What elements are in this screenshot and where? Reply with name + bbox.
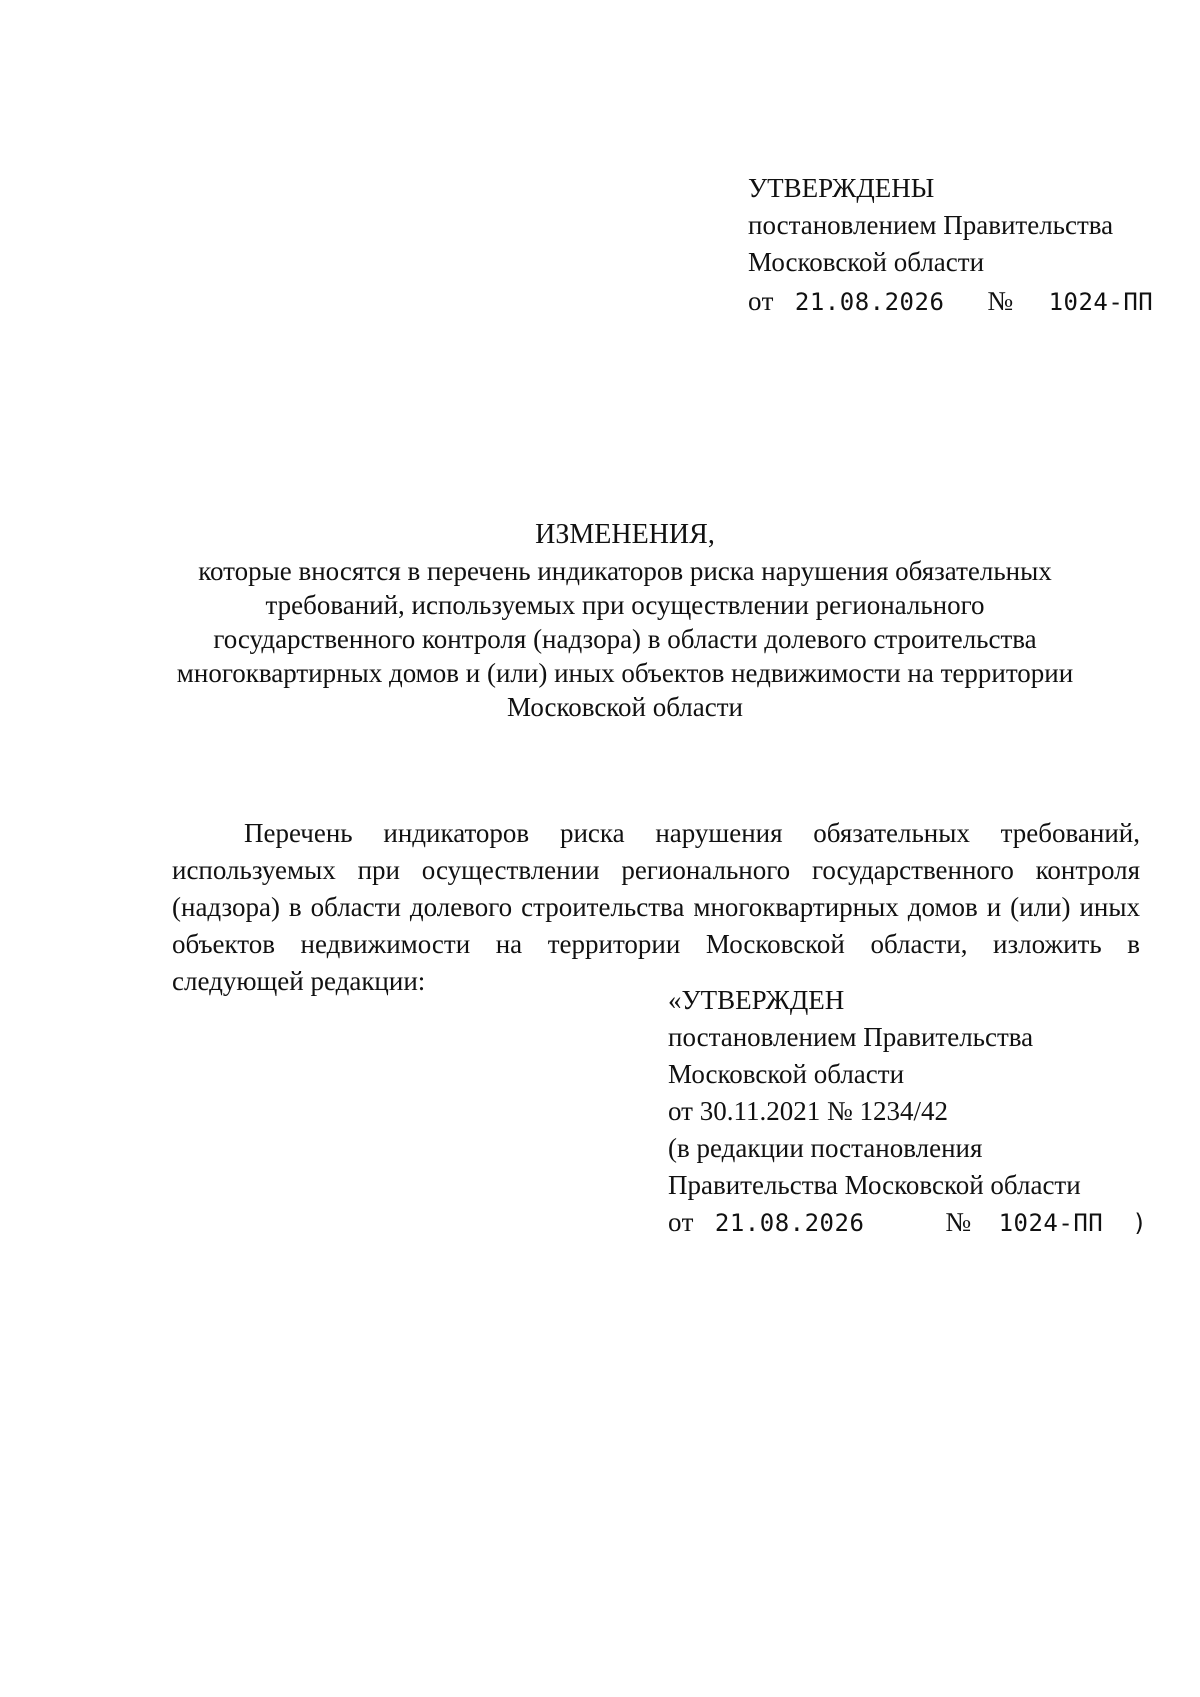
approval-stamp-inner [668, 982, 1148, 1242]
changes-subtitle-line-2: требований, используемых при осуществлении регионального [265, 590, 985, 620]
inner-approval-closing: ) [1132, 1209, 1148, 1237]
inner-approval-date-line [668, 1204, 1148, 1242]
inner-approval-date-prefix: от [668, 1207, 694, 1237]
approval-stamp-top [748, 170, 1168, 321]
approval-line-2: Московской области [748, 247, 985, 277]
changes-subtitle-line-1: которые вносятся в перечень индикаторов риска нарушения обязательных [198, 556, 1052, 586]
inner-approval-number-sign: № [945, 1207, 972, 1237]
changes-title: ИЗМЕНЕНИЯ, [535, 519, 715, 550]
approval-line-1: постановлением Правительства [748, 210, 1114, 240]
approval-number: 1024-ПП [1048, 288, 1154, 316]
inner-approval-date: 21.08.2026 [714, 1209, 865, 1237]
changes-subtitle-line-3: государственного контроля (надзора) в области долевого строительства [213, 624, 1037, 654]
approval-date-prefix: от [748, 286, 774, 316]
inner-approval-line-5: Правительства Московской области [668, 1170, 1081, 1200]
inner-approval-heading: «УТВЕРЖДЕН [668, 985, 845, 1015]
approval-date: 21.08.2026 [794, 288, 945, 316]
changes-subtitle-line-5: Московской области [506, 692, 743, 722]
approval-number-sign: № [987, 286, 1014, 316]
inner-approval-number: 1024-ПП [998, 1209, 1104, 1237]
inner-approval-line-2: Московской области [668, 1059, 905, 1089]
approval-date-line [748, 283, 1168, 321]
changes-subtitle-line-4: многоквартирных домов и (или) иных объектов недвижимости на территории [176, 658, 1074, 688]
body-paragraph: Перечень индикаторов риска нарушения обязательных требований, используемых при осуществлении регионального государственного контроля (надзора) в области долевого строительства многоквартирных домов и (или) иных объектов недвижимости на территории Московской области, изложить в следующей редакции: [172, 818, 1140, 996]
inner-approval-line-3: от 30.11.2021 № 1234/42 [668, 1096, 948, 1126]
inner-approval-line-1: постановлением Правительства [668, 1022, 1034, 1052]
inner-approval-line-4: (в редакции постановления [668, 1133, 983, 1163]
changes-heading [150, 518, 1100, 724]
approval-heading: УТВЕРЖДЕНЫ [748, 173, 935, 203]
